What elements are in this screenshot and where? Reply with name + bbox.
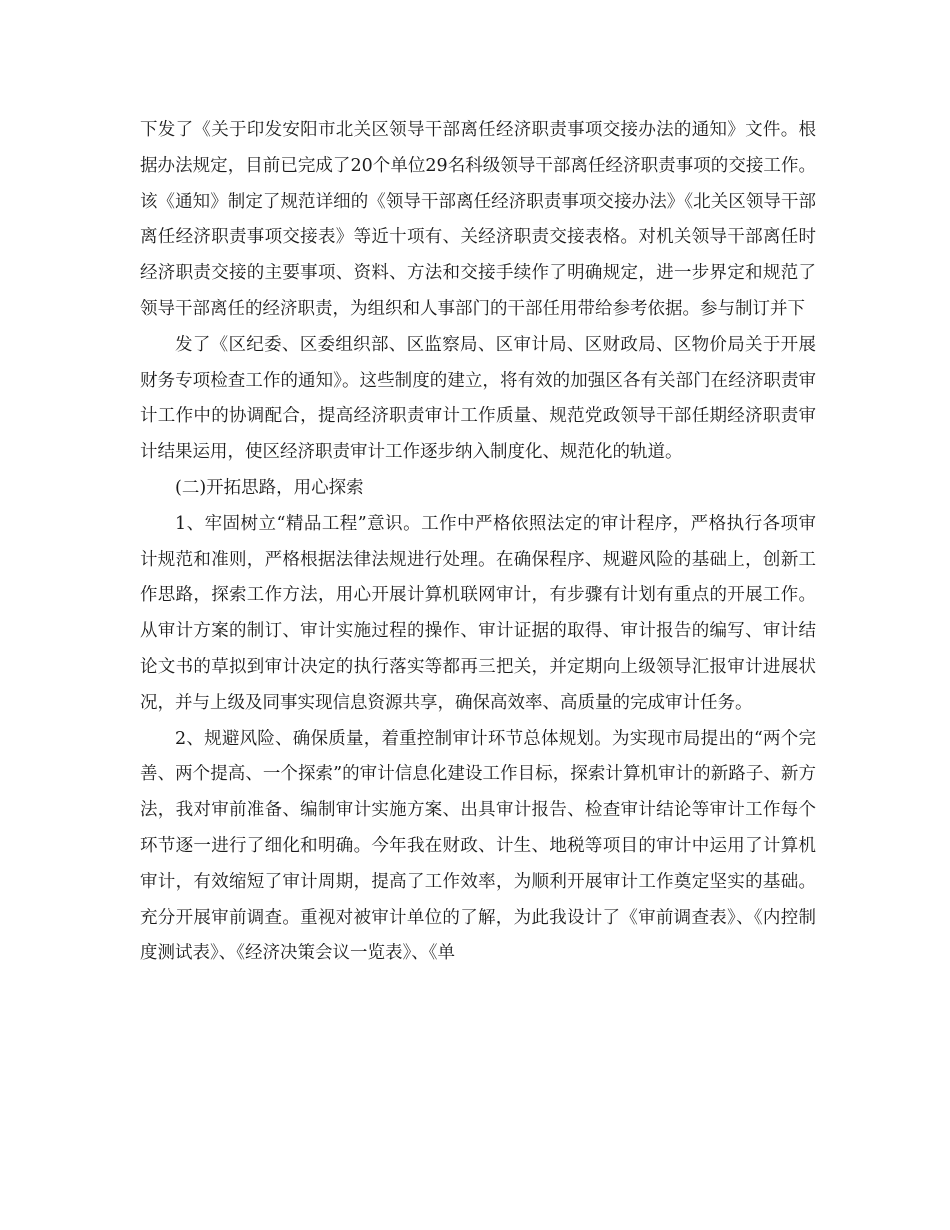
paragraph-3: 1、牢固树立“精品工程”意识。工作中严格依照法定的审计程序，严格执行各项审计规范和准则，严格根据法律法规进行处理。在确保程序、规避风险的基础上，创新工作思路，探索工作方法，用心开展计算机联网审计，有步骤有计划有重点的开展工作。从审计方案的制订、审计实施过程的操作、审计证据的取得、审计报告的编写、审计结论文书的草拟到审计决定的执行落实等都再三把关，并定期向上级领导汇报审计进展状况，并与上级及同事实现信息资源共享，确保高效率、高质量的完成审计任务。 xyxy=(140,513,816,713)
document-body xyxy=(140,113,816,972)
paragraph-4: 2、规避风险、确保质量，着重控制审计环节总体规划。为实现市局提出的“两个完善、两个提高、一个探索”的审计信息化建设工作目标，探索计算机审计的新路子、新方法，我对审前准备、编制审计实施方案、出具审计报告、检查审计结论等审计工作每个环节逐一进行了细化和明确。今年我在财政、计生、地税等项目的审计中运用了计算机审计，有效缩短了审计周期，提高了工作效率，为顺利开展审计工作奠定坚实的基础。充分开展审前调查。重视对被审计单位的了解，为此我设计了《审前调查表》、《内控制度测试表》、《经济决策会议一览表》、《单 xyxy=(140,728,816,964)
paragraph-1: 下发了《关于印发安阳市北关区领导干部离任经济职责事项交接办法的通知》文件。根据办法规定，目前已完成了20个单位29名科级领导干部离任经济职责事项的交接工作。该《通知》制定了规范详细的《领导干部离任经济职责事项交接办法》《北关区领导干部离任经济职责事项交接表》等近十项有、关经济职责交接表格。对机关领导干部离任时经济职责交接的主要事项、资料、方法和交接手续作了明确规定，进一步界定和规范了领导干部离任的经济职责，为组织和人事部门的干部任用带给参考依据。参与制订并下 xyxy=(140,120,816,319)
section-heading: (二)开拓思路，用心探索 xyxy=(175,477,364,498)
paragraph-2: 发了《区纪委、区委组织部、区监察局、区审计局、区财政局、区物价局关于开展财务专项检查工作的通知》。这些制度的建立，将有效的加强区各有关部门在经济职责审计工作中的协调配合，提高经济职责审计工作质量、规范党政领导干部任期经济职责审计结果运用，使区经济职责审计工作逐步纳入制度化、规范化的轨道。 xyxy=(140,334,816,463)
